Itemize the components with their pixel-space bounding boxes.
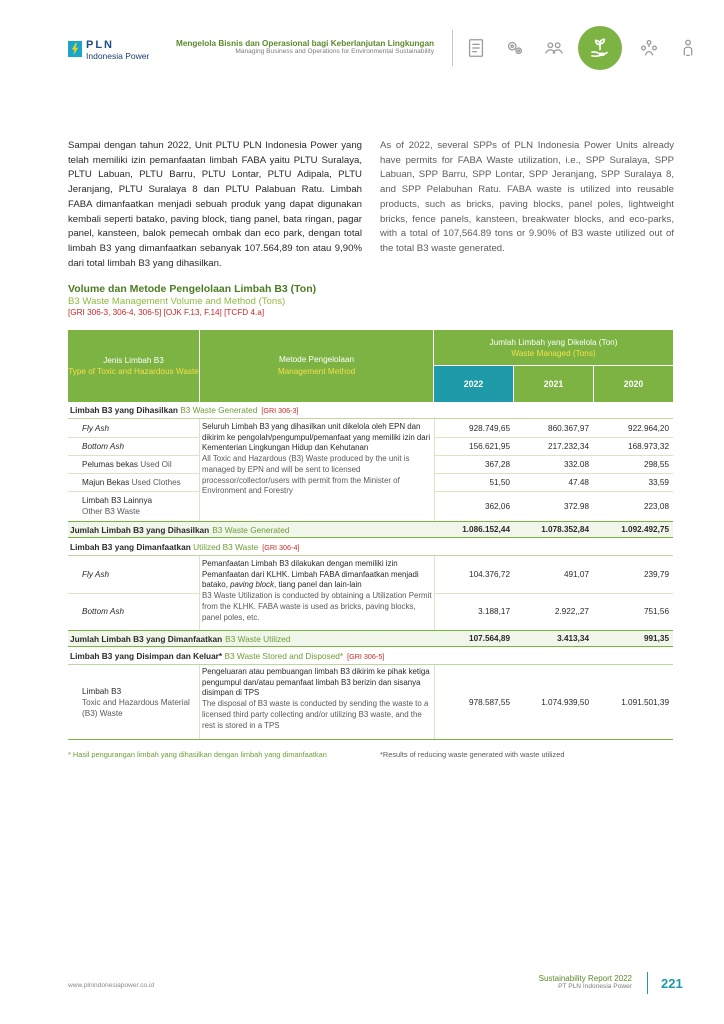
header-waste-type-en: Type of Toxic and Hazardous Waste [68,367,199,376]
cell-2021: 332.08 [563,459,589,469]
cell-2022: 156.621,95 [469,441,510,451]
footer-report [539,974,632,991]
row-label [82,473,198,491]
row-label [82,556,198,593]
total-label [70,631,290,646]
plant-hand-icon[interactable] [578,26,622,70]
header-waste-type-id: Jenis Limbah B3 [103,356,164,365]
method-stored-disposed [202,667,432,731]
person-icon[interactable] [673,33,703,63]
cell-2021: 491,07 [563,570,589,579]
cell-2022: 928.749,65 [469,423,510,433]
section-title-en: B3 Waste Generated [180,405,258,415]
section-title-id: Limbah B3 yang Disimpan dan Keluar* [70,651,223,661]
cell-2020: 922.964,20 [628,423,669,433]
community-icon[interactable] [634,33,664,63]
row-label [82,593,198,630]
section-title-en: B3 Waste Stored and Disposed* [224,651,344,661]
row-label-en: Other B3 Waste [82,507,140,516]
column-divider [434,665,435,740]
row-label-id: Fly Ash [82,570,109,579]
section-stored-disposed [68,648,673,665]
gears-icon[interactable] [500,33,530,63]
header-year-2020: 2020 [593,366,673,402]
section-reference: [GRI 306-5] [347,651,385,661]
chapter-title-id: Mengelola Bisnis dan Operasional bagi Keberlanjutan Lingkungan [176,39,434,48]
table-header [68,330,673,402]
row-label [82,491,198,521]
cell-2020: 33,59 [648,477,669,487]
section-title-id: Limbah B3 yang Dihasilkan [70,405,178,415]
table-title-id: Volume dan Metode Pengelolaan Limbah B3 (Ton) [68,283,317,295]
cell-2020: 223,08 [643,501,669,511]
header-method-en: Management Method [277,367,356,376]
logo-brand: PLN [86,39,114,51]
header-waste-type [68,330,199,402]
cell-2021: 1.074.939,50 [541,698,589,707]
table-reference: [GRI 306-3, 306-4, 306-5] [OJK F.13, F.14] [TCFD 4.a] [68,308,265,317]
method-text-id-a: Pemanfaatan Limbah B3 dilakukan dengan memiliki izin Pemanfaatan dari KLHK. Limbah FABA dimanfaatkan menjadi batako, [202,559,419,590]
column-divider [199,665,200,740]
document-icon[interactable] [461,33,491,63]
method-text-id-italic: paving block [230,580,274,590]
row-divider [68,491,199,492]
row-divider [68,473,199,474]
method-text-id: Seluruh Limbah B3 yang dihasilkan unit dikelola oleh EPN dan dikirim ke pengolah/pengumpul/pemanfaat yang memiliki izin dari Kementerian Lingkungan Hidup dan Kehutanan [202,422,431,453]
method-utilized [202,559,432,623]
total-label-en: B3 Waste Generated [212,524,290,535]
row-label-id: Fly Ash [82,423,109,433]
chapter-nav [452,26,712,70]
cell-2022: 978.587,55 [469,698,510,707]
method-generated [202,422,432,497]
table-title-en: B3 Waste Management Volume and Method (Tons) [68,296,286,307]
cell-2022: 367,28 [484,459,510,469]
method-text-en: All Toxic and Hazardous (B3) Waste produced by the unit is managed by EPN and will be sent to licensed processor/collector/users with permit from the Minister of Environment and Forestry [202,454,410,496]
header-amount [434,330,673,366]
footer-url[interactable]: www.plnindonesiapower.co.id [68,982,155,989]
section-utilized [68,539,673,556]
total-utilized-row [68,630,673,647]
total-2020: 991,35 [643,634,669,643]
cell-2021: 372.98 [563,501,589,511]
row-divider [68,455,199,456]
header-year-2021: 2021 [513,366,593,402]
row-label-en: Used Clothes [131,477,181,487]
column-divider [199,556,200,630]
header-amount-id: Jumlah Limbah yang Dikelola (Ton) [489,337,618,347]
pln-logo-icon [68,41,82,57]
row-label-id: Pelumas bekas [82,459,138,469]
header-method [199,330,434,402]
cell-2022: 51,50 [489,477,510,487]
section-title-id: Limbah B3 yang Dimanfaatkan [70,542,191,552]
total-label-id: Jumlah Limbah B3 yang Dimanfaatkan [70,633,223,644]
row-divider [434,593,673,594]
table-body [68,402,673,740]
method-text-en: The disposal of B3 waste is conducted by sending the waste to a licensed third party collecting and/or utilizing B3 waste, and the rest is stored in a TPS [202,699,429,730]
row-label-id: Limbah B3 Lainnya [82,496,153,505]
row-divider [434,437,673,438]
footer-divider [647,972,648,994]
row-divider [434,473,673,474]
intro-paragraph-id: Sampai dengan tahun 2022, Unit PLTU PLN Indonesia Power yang telah memiliki izin pemanfaatan limbah FABA yaitu PLTU Suralaya, PLTU Labuan, PLTU Barru, PLTU Lontar, PLTU Adipala, PLTU Jeranjang, PLTU Suralaya 8 dan PLTU Palabuan Ratu. Limbah FABA dimanfaatkan menjadi sebuah produk yang dapat digunakan kembali seperti batako, paving block, tiang panel, bata ringan, pagar panel, kansteen, balok pemecah ombak dan eco park, dengan total limbah B3 yang dimanfaatkan sebanyak 107.564,89 ton atau 9,90% dari total limbah B3 yang dihasilkan. [68,140,362,269]
column-divider [434,419,435,521]
row-label-id: Bottom Ash [82,441,125,451]
row-label [82,455,198,473]
total-2021: 3.413,34 [557,634,589,643]
column-divider [434,556,435,630]
waste-table [68,330,673,740]
method-text-id [202,559,432,591]
total-generated-row [68,521,673,538]
chapter-title-en: Managing Business and Operations for Environmental Sustainability [235,48,434,56]
section-reference: [GRI 306-3] [261,405,299,415]
method-text-en: B3 Waste Utilization is conducted by obtaining a Utilization Permit from the KLHK. FABA waste is used as bricks, paving blocks, panel poles, etc. [202,591,432,622]
total-2020: 1.092.492,75 [621,525,669,534]
row-label-en: Used Oil [140,459,172,469]
cell-2021: 860.367,97 [548,423,589,433]
section-generated [68,402,673,419]
section-reference: [GRI 306-4] [262,542,300,552]
header-amount-en: Waste Managed (Tons) [511,348,596,358]
total-2021: 1.078.352,84 [541,525,589,534]
cell-2020: 751,56 [643,607,669,616]
method-text-id-b: , tiang panel dan lain-lain [273,580,362,590]
logo-subtitle: Indonesia Power [86,51,150,61]
cell-2020: 298,55 [643,459,669,469]
row-label-id: Limbah B3 [82,687,122,696]
footnote-en: *Results of reducing waste generated with waste utilized [380,750,565,759]
cell-2022: 362,06 [484,501,510,511]
row-label [82,419,198,437]
total-2022: 1.086.152,44 [462,525,510,534]
row-label [82,665,198,740]
cell-2021: 2.922,,27 [554,607,589,616]
chapter-title [176,39,434,56]
intro-paragraph-en: As of 2022, several SPPs of PLN Indonesia Power Units already have permits for FABA Waste utilization, i.e., SPP Suralaya, SPP Labuan, SPP Barru, SPP Lontar, SPP Jeranjang, SPP Suralaya 8, and SPP Pelabuhan Ratu. FABA waste is utilized into reusable products, such as bricks, paving blocks, panel poles, lightweight bricks, fence panels, kansteen, breakwater blocks, and eco-parks, with a total of 107,564.89 tons or 9.90% of B3 waste utilized out of the total B3 waste generated. [380,140,674,254]
row-divider [434,491,673,492]
row-divider [68,593,199,594]
row-divider [434,455,673,456]
table-title [68,283,316,317]
row-label-en: Toxic and Hazardous Material (B3) Waste [82,698,190,718]
total-2022: 107.564,89 [469,634,510,643]
cell-2020: 168.973,32 [628,441,669,451]
cell-2020: 1.091.501,39 [621,698,669,707]
cell-2021: 47.48 [568,477,589,487]
header-method-id: Metode Pengelolaan [278,355,355,364]
footer-company: PT PLN Indonesia Power [558,983,632,991]
section-title-en: Utilized B3 Waste [193,542,259,552]
footer-report-title: Sustainability Report 2022 [538,974,632,983]
total-label [70,522,289,537]
header-year-2022: 2022 [434,366,513,402]
cell-2022: 3.188,17 [478,607,510,616]
table-bottom-border [68,739,673,740]
row-label-id: Majun Bekas [82,477,130,487]
page-number: 221 [661,976,683,991]
total-label-en: B3 Waste Utilized [225,633,291,644]
footnote-id: * Hasil pengurangan limbah yang dihasilkan dengan limbah yang dimanfaatkan [68,750,327,759]
row-label [82,437,198,455]
nav-divider [452,30,453,66]
row-label-id: Bottom Ash [82,607,125,616]
method-text-id: Pengeluaran atau pembuangan limbah B3 dikirim ke pihak ketiga pengumpul dan/atau pemanfaat limbah B3 berizin dan sisanya disimpan di TPS [202,667,430,698]
cell-2022: 104.376,72 [469,570,510,579]
cell-2021: 217.232,34 [548,441,589,451]
company-logo [68,40,149,61]
row-divider [68,437,199,438]
column-divider [199,419,200,521]
total-label-id: Jumlah Limbah B3 yang Dihasilkan [70,524,210,535]
cell-2020: 239,79 [643,570,669,579]
people-icon[interactable] [539,33,569,63]
